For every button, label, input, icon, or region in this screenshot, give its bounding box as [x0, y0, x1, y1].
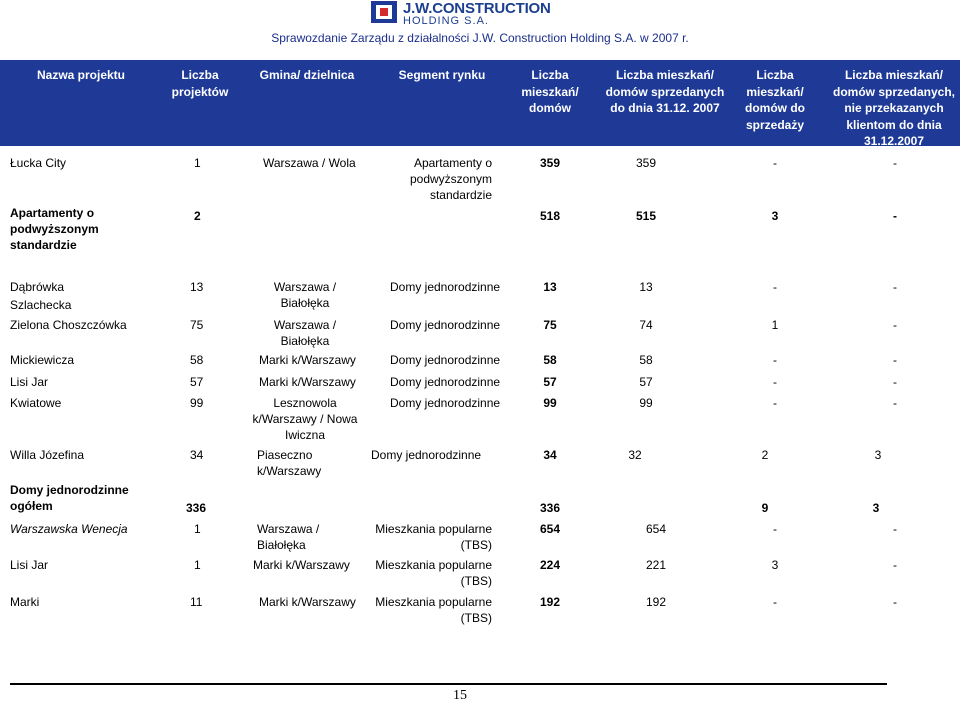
row-wenecja-gmina-l1: Warszawa / [257, 522, 320, 536]
row-lisijar2-name: Lisi Jar [10, 558, 49, 572]
col-header-units: Liczba mieszkań/ domów [521, 68, 579, 115]
row-lisijar1-count: 57 [190, 375, 204, 389]
row-wenecja-sold: 654 [645, 522, 667, 536]
row-dabrowka-count: 13 [190, 280, 204, 294]
row-wenecja-for-sale: - [773, 522, 777, 536]
row-marki-segment-l1: Mieszkania popularne [375, 595, 492, 609]
row-willa-gmina-l2: k/Warszawy [257, 464, 322, 478]
row-lisijar2-not-handed: - [893, 558, 897, 572]
row-willa-sold: 32 [628, 448, 642, 462]
row-marki-name: Marki [10, 595, 40, 609]
row-dabrowka-name-l1: Dąbrówka [10, 280, 65, 294]
row-mickiewicza-count: 58 [190, 353, 204, 367]
row-dabrowka-segment: Domy jednorodzinne [390, 280, 501, 294]
row-lucka-segment-l1: Apartamenty o [413, 156, 492, 170]
row-kwiatowe-for-sale: - [773, 396, 777, 410]
row-marki-for-sale: - [773, 595, 777, 609]
row-lucka-for-sale: - [773, 156, 777, 170]
row-wenecja-gmina-l2: Białołęka [257, 538, 306, 552]
row-willa-not-handed: 3 [874, 448, 882, 462]
row-lisijar1-gmina: Marki k/Warszawy [259, 375, 356, 389]
row-zielona-gmina-l2: Białołęka [280, 334, 330, 348]
row-lisijar2-total: 224 [539, 558, 561, 572]
row-lisijar2-segment-l1: Mieszkania popularne [375, 558, 492, 572]
logo-sub-text: HOLDING S.A. [403, 15, 489, 27]
row-willa-total: 34 [543, 448, 557, 462]
row-zielona-sold: 74 [639, 318, 653, 332]
row-lisijar1-total: 57 [543, 375, 557, 389]
row-dabrowka-for-sale: - [773, 280, 777, 294]
row-sum-domy-name-l1: Domy jednorodzinne [10, 483, 129, 497]
row-marki-segment-l2: (TBS) [460, 611, 492, 625]
row-dabrowka-gmina-l1: Warszawa / [273, 280, 337, 294]
row-kwiatowe-name: Kwiatowe [10, 396, 62, 410]
row-mickiewicza-total: 58 [543, 353, 557, 367]
row-kwiatowe-gmina-l2: k/Warszawy / Nowa [252, 412, 358, 426]
row-wenecja-name: Warszawska Wenecja [10, 522, 128, 536]
row-sum-apt-for-sale: 3 [771, 209, 779, 223]
row-mickiewicza-for-sale: - [773, 353, 777, 367]
row-lucka-sold: 359 [635, 156, 657, 170]
row-dabrowka-gmina-l2: Białołęka [280, 296, 330, 310]
row-wenecja-not-handed: - [893, 522, 897, 536]
row-lisijar2-count: 1 [194, 558, 201, 572]
logo-main-text: J.W.CONSTRUCTION [403, 0, 551, 17]
row-zielona-name: Zielona Choszczówka [10, 318, 127, 332]
row-willa-name: Willa Józefina [10, 448, 85, 462]
row-lisijar1-for-sale: - [773, 375, 777, 389]
row-sum-domy-count: 336 [186, 501, 207, 515]
row-lucka-gmina: Warszawa / Wola [263, 156, 356, 170]
row-lucka-count: 1 [194, 156, 201, 170]
col-header-gmina: Gmina/ dzielnica [259, 68, 355, 82]
row-marki-count: 11 [190, 595, 203, 609]
row-zielona-total: 75 [543, 318, 557, 332]
row-lisijar2-for-sale: 3 [771, 558, 779, 572]
company-logo [371, 1, 551, 25]
row-sum-apt-name-l2: podwyższonym [10, 222, 99, 236]
footer-divider [10, 683, 887, 685]
row-wenecja-count: 1 [194, 522, 201, 536]
row-willa-for-sale: 2 [761, 448, 769, 462]
row-wenecja-total: 654 [539, 522, 561, 536]
row-mickiewicza-gmina: Marki k/Warszawy [259, 353, 356, 367]
row-sum-apt-sold: 515 [635, 209, 657, 223]
row-kwiatowe-gmina-l3: Iwiczna [284, 428, 325, 442]
row-kwiatowe-count: 99 [190, 396, 204, 410]
row-lisijar1-not-handed: - [893, 375, 897, 389]
row-lucka-segment-l3: standardzie [429, 188, 492, 202]
row-lisijar2-segment-l2: (TBS) [460, 574, 492, 588]
row-lisijar1-name: Lisi Jar [10, 375, 49, 389]
row-sum-apt-name-l1: Apartamenty o [10, 206, 95, 220]
row-sum-domy-not-handed: 3 [872, 501, 880, 515]
col-header-sold: Liczba mieszkań/ domów sprzedanych do dnia 31.12. 2007 [605, 68, 725, 115]
row-sum-apt-count: 2 [194, 209, 201, 223]
row-mickiewicza-sold: 58 [639, 353, 653, 367]
row-lisijar2-gmina: Marki k/Warszawy [253, 558, 350, 572]
row-sum-domy-for-sale: 9 [761, 501, 769, 515]
row-dabrowka-total: 13 [543, 280, 557, 294]
row-marki-not-handed: - [893, 595, 897, 609]
row-sum-domy-total: 336 [539, 501, 561, 515]
row-lucka-not-handed: - [893, 156, 897, 170]
row-sum-apt-total: 518 [539, 209, 561, 223]
row-lucka-total: 359 [539, 156, 561, 170]
row-lucka-segment-l2: podwyższonym [409, 172, 492, 186]
logo-mark-icon [371, 1, 397, 23]
row-wenecja-segment-l1: Mieszkania popularne [375, 522, 492, 536]
row-mickiewicza-not-handed: - [893, 353, 897, 367]
row-zielona-gmina-l1: Warszawa / [273, 318, 337, 332]
row-kwiatowe-segment: Domy jednorodzinne [390, 396, 501, 410]
row-sum-apt-name-l3: standardzie [10, 238, 77, 252]
row-marki-total: 192 [539, 595, 561, 609]
row-zielona-not-handed: - [893, 318, 897, 332]
row-kwiatowe-not-handed: - [893, 396, 897, 410]
row-zielona-for-sale: 1 [771, 318, 779, 332]
row-kwiatowe-gmina-l1: Lesznowola [273, 396, 337, 410]
row-dabrowka-sold: 13 [639, 280, 653, 294]
row-kwiatowe-sold: 99 [639, 396, 653, 410]
row-willa-gmina-l1: Piaseczno [257, 448, 313, 462]
col-header-not-handed: Liczba mieszkań/ domów sprzedanych, nie przekazanych klientom do dnia 31.12.2007 [832, 68, 956, 148]
row-lucka-name: Łucka City [10, 156, 67, 170]
row-willa-count: 34 [190, 448, 204, 462]
row-marki-gmina: Marki k/Warszawy [259, 595, 356, 609]
row-zielona-count: 75 [190, 318, 204, 332]
row-sum-apt-not-handed: - [893, 209, 897, 223]
row-willa-segment: Domy jednorodzinne [371, 448, 482, 462]
row-zielona-segment: Domy jednorodzinne [390, 318, 501, 332]
row-lisijar1-sold: 57 [639, 375, 653, 389]
col-header-segment: Segment rynku [398, 68, 486, 82]
col-header-project-name: Nazwa projektu [36, 68, 126, 82]
row-kwiatowe-total: 99 [543, 396, 557, 410]
report-title: Sprawozdanie Zarządu z działalności J.W. Construction Holding S.A. w 2007 r. [271, 31, 689, 45]
row-lisijar2-sold: 221 [645, 558, 667, 572]
row-mickiewicza-segment: Domy jednorodzinne [390, 353, 501, 367]
row-dabrowka-not-handed: - [893, 280, 897, 294]
row-sum-domy-name-l2: ogółem [10, 499, 53, 513]
row-mickiewicza-name: Mickiewicza [10, 353, 75, 367]
col-header-for-sale: Liczba mieszkań/ domów do sprzedaży [745, 68, 805, 132]
page-number: 15 [453, 688, 467, 703]
row-lisijar1-segment: Domy jednorodzinne [390, 375, 501, 389]
row-wenecja-segment-l2: (TBS) [460, 538, 492, 552]
col-header-project-count: Liczba projektów [171, 68, 229, 99]
row-dabrowka-name-l2: Szlachecka [10, 298, 72, 312]
row-marki-sold: 192 [645, 595, 667, 609]
